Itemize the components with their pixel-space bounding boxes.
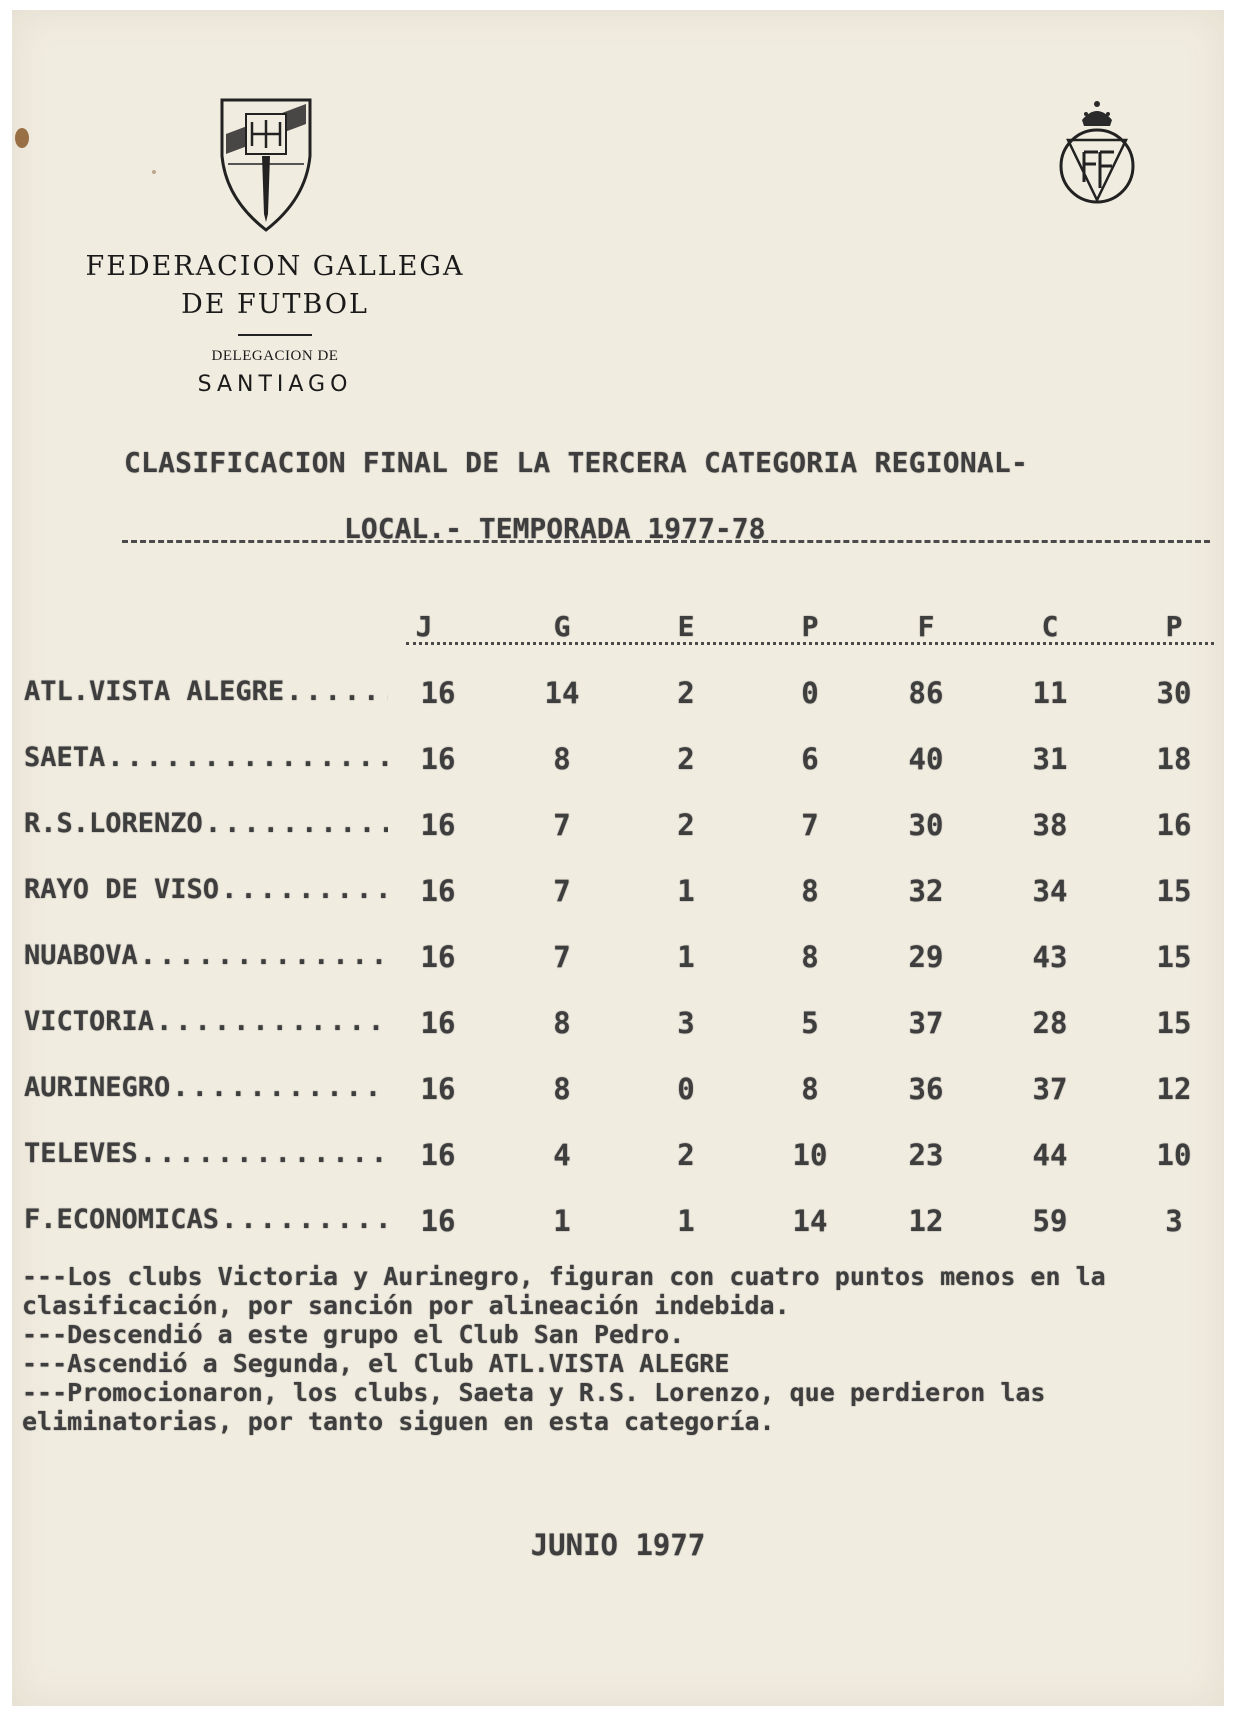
cell-lost: 10 [792,1138,828,1172]
cell-lost: 8 [801,940,819,974]
delegation-city: SANTIAGO [197,372,353,397]
team-name: RAYO DE VISO ..... [24,874,388,905]
cell-points: 15 [1156,1006,1192,1040]
cell-goals-for: 40 [908,742,944,776]
cell-won: 1 [553,1204,571,1238]
table-row [0,1204,1236,1248]
team-name: VICTORIA ..... [24,1006,388,1037]
federation-shield-logo [216,94,316,234]
column-header-won: G [553,610,571,643]
letterhead-divider [238,334,312,336]
cell-played: 16 [420,1072,456,1106]
cell-points: 10 [1156,1138,1192,1172]
table-row [0,1006,1236,1050]
cell-points: 30 [1156,676,1192,710]
rfef-crest-logo [1054,96,1140,208]
cell-goals-for: 86 [908,676,944,710]
document-title-line1: CLASIFICACION FINAL DE LA TERCERA CATEGORIA REGIONAL- [124,446,1029,479]
rust-stain [15,128,29,148]
delegation-label: DELEGACION DE [211,348,339,364]
cell-drawn: 2 [677,808,695,842]
cell-played: 16 [420,1006,456,1040]
cell-goals-for: 29 [908,940,944,974]
team-name: NUABOVA ..... [24,940,388,971]
cell-drawn: 2 [677,1138,695,1172]
cell-drawn: 1 [677,1204,695,1238]
cell-lost: 8 [801,1072,819,1106]
team-name: R.S.LORENZO ..... [24,808,388,839]
note-sanction: ---Los clubs Victoria y Aurinegro, figuran con cuatro puntos menos en la clasificación, por sanción por alineación indebida. [22,1262,1121,1320]
cell-goals-for: 32 [908,874,944,908]
cell-lost: 8 [801,874,819,908]
cell-goals-against: 28 [1032,1006,1068,1040]
cell-drawn: 0 [677,1072,695,1106]
title-underline [122,540,1210,543]
team-name: AURINEGRO ..... [24,1072,388,1103]
document-date: JUNIO 1977 [530,1528,706,1562]
cell-goals-against: 38 [1032,808,1068,842]
cell-lost: 6 [801,742,819,776]
cell-won: 7 [553,940,571,974]
cell-drawn: 2 [677,676,695,710]
cell-points: 18 [1156,742,1192,776]
note-playoffs: ---Promocionaron, los clubs, Saeta y R.S. Lorenzo, que perdieron las eliminatorias, por tanto siguen en esta categoría. [22,1378,1061,1436]
cell-won: 8 [553,1006,571,1040]
column-header-goals-for: F [917,610,935,643]
cell-played: 16 [420,742,456,776]
cell-won: 8 [553,742,571,776]
team-name: TELEVES ..... [24,1138,388,1169]
cell-goals-against: 59 [1032,1204,1068,1238]
cell-drawn: 2 [677,742,695,776]
cell-drawn: 1 [677,874,695,908]
table-row [0,874,1236,918]
cell-points: 12 [1156,1072,1192,1106]
header-underline [406,642,1214,645]
cell-lost: 14 [792,1204,828,1238]
column-header-goals-against: C [1041,610,1059,643]
note-relegation: ---Descendió a este grupo el Club San Pedro. [22,1320,685,1349]
column-header-drawn: E [677,610,695,643]
cell-drawn: 1 [677,940,695,974]
cell-won: 7 [553,808,571,842]
team-name: ATL.VISTA ALEGRE ..... [24,676,388,707]
cell-goals-for: 36 [908,1072,944,1106]
federation-name-line2: DE FUTBOL [181,289,369,320]
cell-won: 4 [553,1138,571,1172]
cell-goals-against: 34 [1032,874,1068,908]
cell-goals-for: 30 [908,808,944,842]
cell-goals-against: 43 [1032,940,1068,974]
table-row [0,742,1236,786]
table-row [0,676,1236,720]
cell-lost: 0 [801,676,819,710]
column-header-played: J [415,610,433,643]
table-row [0,1072,1236,1116]
cell-points: 15 [1156,940,1192,974]
cell-drawn: 3 [677,1006,695,1040]
federation-name-line1: FEDERACION GALLEGA [85,251,465,282]
table-row [0,1138,1236,1182]
letterhead [50,248,500,400]
team-name: SAETA ..... [24,742,388,773]
table-row [0,808,1236,852]
cell-won: 7 [553,874,571,908]
table-row [0,940,1236,984]
cell-goals-against: 44 [1032,1138,1068,1172]
column-header-lost: P [801,610,819,643]
cell-goals-for: 12 [908,1204,944,1238]
cell-points: 16 [1156,808,1192,842]
cell-played: 16 [420,940,456,974]
document-title-line2: LOCAL.- TEMPORADA 1977-78 [344,512,766,545]
cell-goals-for: 23 [908,1138,944,1172]
cell-goals-for: 37 [908,1006,944,1040]
cell-goals-against: 11 [1032,676,1068,710]
notes-block [22,1262,1232,1436]
paper-spot [152,170,156,174]
cell-won: 14 [544,676,580,710]
cell-goals-against: 37 [1032,1072,1068,1106]
cell-played: 16 [420,808,456,842]
cell-lost: 5 [801,1006,819,1040]
cell-played: 16 [420,1138,456,1172]
cell-won: 8 [553,1072,571,1106]
cell-points: 15 [1156,874,1192,908]
cell-played: 16 [420,1204,456,1238]
cell-goals-against: 31 [1032,742,1068,776]
cell-lost: 7 [801,808,819,842]
cell-points: 3 [1165,1204,1183,1238]
cell-played: 16 [420,874,456,908]
note-promotion: ---Ascendió a Segunda, el Club ATL.VISTA ALEGRE [22,1349,730,1378]
column-header-points: P [1165,610,1183,643]
cell-played: 16 [420,676,456,710]
team-name: F.ECONOMICAS ..... [24,1204,388,1235]
